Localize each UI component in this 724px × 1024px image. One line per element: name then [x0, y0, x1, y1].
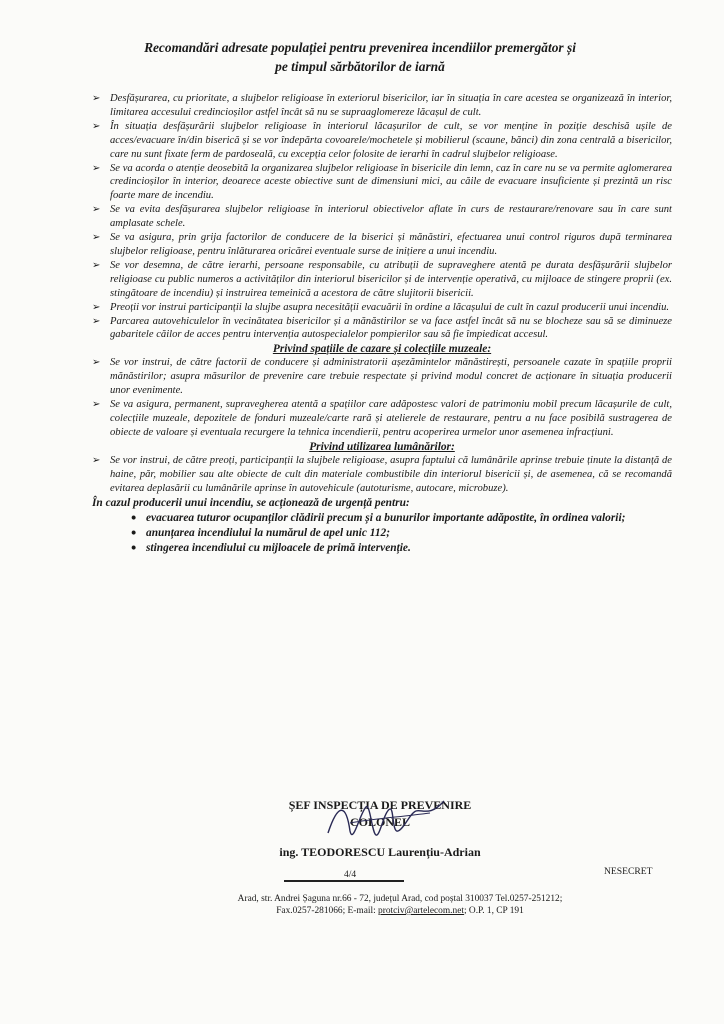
- list-item: ➢ În situația desfășurării slujbelor religioase în interiorul lăcașurilor de cult, se vor menține în poziție deschisă ușile de acces/evacuare în/din biserică și se vor îndepărta covoarele/mochetele și mobilierul (scaune, bănci) din zona centrală a bisericilor, care nu sunt fixate ferm de pardoseală, cu excepția celor folosite de ierarhi în cadrul slujbelor religioase.: [92, 120, 672, 160]
- page-number-rule: [284, 880, 404, 882]
- arrow-bullet-icon: ➢: [92, 232, 101, 244]
- arrow-bullet-icon: ➢: [92, 399, 101, 411]
- classification-label: NESECRET: [604, 866, 653, 877]
- section-heading-accommodation: Privind spațiile de cazare și colecțiile muzeale:: [272, 343, 492, 356]
- bullet-dot-icon: •: [130, 541, 138, 556]
- list-item: ➢ Preoții vor instrui participanții la slujbe asupra necesității evacuării în ordine a lăcașului de cult în cazul producerii unui incendiu.: [92, 301, 670, 313]
- document-title: [110, 38, 610, 76]
- signature-name: ing. TEODORESCU Laurențiu-Adrian: [279, 845, 481, 859]
- emergency-intro: În cazul producerii unui incendiu, se acționează de urgență pentru:: [92, 497, 410, 510]
- arrow-bullet-icon: ➢: [92, 315, 101, 327]
- list-item: ➢ Se va evita desfășurarea slujbelor religioase în interiorul obiectivelor aflate în curs de restaurare/renovare sau în care sunt amplasate schele.: [92, 204, 672, 230]
- list-item: ➢ Se va asigura, permanent, supravegherea atentă a spațiilor care adăpostesc valori de patrimoniu mobil precum lăcașurile de cult, colecțiile muzeale, depozitele de fonduri muzeale/carte rară și atelierele de restaurare, pentru a nu face posibilă sustragerea de obiecte de valoare și eventuala recurgere la tehnica incendierii, pentru acoperirea urmelor unor asemenea infracțiuni.: [92, 399, 672, 438]
- signature-role: ȘEF INSPECȚIA DE PREVENIRE: [288, 798, 472, 812]
- bullet-dot-icon: •: [130, 511, 138, 526]
- footer-contact: Fax.0257-281066; E-mail: protciv@artelecom.net; O.P. 1, CP 191: [276, 906, 524, 916]
- arrow-bullet-icon: ➢: [92, 120, 101, 132]
- arrow-bullet-icon: ➢: [92, 357, 101, 369]
- arrow-bullet-icon: ➢: [92, 454, 101, 466]
- list-item: • stingerea incendiului cu mijloacele de primă intervenție.: [130, 541, 411, 556]
- list-item: ➢ Desfășurarea, cu prioritate, a slujbelor religioase în exteriorul bisericilor, iar în situația în care acestea se organizează în interior, limitarea accesului credincioșilor astfel încât să nu se supraaglomereze lăcașul de cult.: [92, 93, 672, 118]
- list-item: ➢ Se vor instrui, de către factorii de conducere și administratorii așezămintelor mănăstirești, persoanele cazate în spațiile proprii mănăstirilor; asupra măsurilor de prevenire care trebuie respectate și privind modul concret de acționare în situația producerii unor evenimente.: [92, 357, 672, 397]
- arrow-bullet-icon: ➢: [92, 301, 101, 313]
- handwritten-signature: [320, 793, 450, 853]
- arrow-bullet-icon: ➢: [92, 162, 101, 174]
- page-number: 4/4: [344, 870, 357, 880]
- list-item: • anunțarea incendiului la numărul de apel unic 112;: [130, 526, 391, 541]
- section-heading-candles: Privind utilizarea lumânărilor:: [309, 440, 455, 453]
- footer-address: Arad, str. Andrei Șaguna nr.66 - 72, județul Arad, cod poștal 310037 Tel.0257-251212;: [237, 894, 563, 904]
- list-item: ➢ Se vor instrui, de către preoți, participanții la slujbele religioase, asupra faptului că lumânările aprinse trebuie ținute la distanță de haine, păr, mobilier sau alte obiecte de cult din materiale combustibile din interiorul bisericii și, de asemenea, că se recomandă evitarea deplasării cu lumânările aprinse în autovehicule (autoturisme, autocare, microbuze).: [92, 454, 672, 494]
- bullet-dot-icon: •: [130, 526, 138, 541]
- list-item: ➢ Parcarea autovehiculelor în vecinătatea bisericilor și a mănăstirilor se va face astfel încât să nu se blocheze sau să se diminueze gabaritele căilor de acces pentru intervenția autospecialelor pompierilor sau să fie împiedicat accesul.: [92, 315, 672, 341]
- list-item: ➢ Se va acorda o atenție deosebită la organizarea slujbelor religioase în bisericile din lemn, caz în care nu se va permite aglomerarea credincioșilor în interior, deoarece aceste obiective sunt de dimensiuni mici, au căile de evacuare insuficiente și prezintă un risc foarte mare de incendiu.: [92, 162, 672, 202]
- title-line-2: pe timpul sărbătorilor de iarnă: [275, 59, 445, 74]
- arrow-bullet-icon: ➢: [92, 204, 101, 216]
- title-line-1: Recomandări adresate populației pentru prevenirea incendiilor premergător și: [144, 40, 576, 55]
- list-item: • evacuarea tuturor ocupanților clădirii precum și a bunurilor importante adăpostite, în ordinea valorii;: [130, 511, 626, 526]
- signature-rank: COLONEL: [349, 815, 410, 829]
- document-footer: [150, 893, 650, 917]
- emergency-list: [92, 511, 672, 556]
- list-item: ➢ Se va asigura, prin grija factorilor de conducere de la biserici și mănăstiri, efectuarea unui control riguros după terminarea slujbelor religioase, pentru înlăturarea oricărei eventuale surse de inițiere a unui incendiu.: [92, 232, 672, 257]
- list-item: ➢ Se vor desemna, de către ierarhi, persoane responsabile, cu atribuții de supraveghere atentă pe durata desfășurării slujbelor religioase cu public numeros a activităților din interiorul bisericilor și de intervenție operativă, cu mijloace de stingere proprii (ex. stingătoare de incendiu) și instruirea temeinică a acestora de către slujitorii bisericii.: [92, 259, 672, 299]
- document-body: [92, 92, 672, 556]
- email-link[interactable]: protciv@artelecom.net: [378, 906, 464, 916]
- arrow-bullet-icon: ➢: [92, 259, 101, 271]
- arrow-bullet-icon: ➢: [92, 93, 101, 104]
